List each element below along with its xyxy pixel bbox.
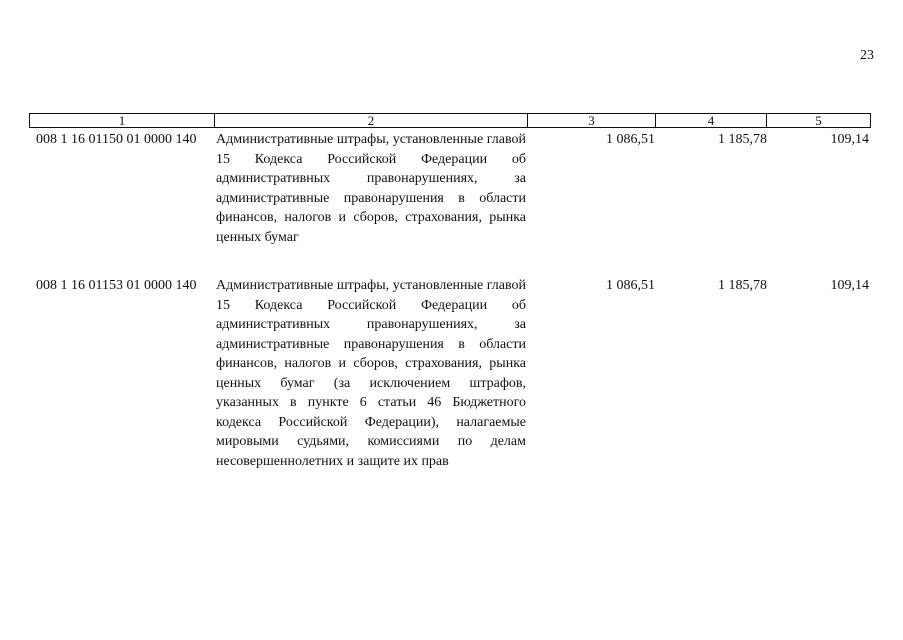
page-number: 23 <box>860 48 874 63</box>
row-value-col-5: 109,14 <box>830 278 869 293</box>
row-value-col-3: 1 086,51 <box>606 278 655 293</box>
row-code: 008 1 16 01153 01 0000 140 <box>36 278 197 293</box>
table-header-row <box>29 113 871 128</box>
row-description: Административные штрафы, установленные главой 15 Кодекса Российской Федерации об административных правонарушениях, за административные правонарушения в области финансов, налогов и сборов, страхования, рынка ценных бумаг (за исключением штрафов, указанных в пункте 6 статьи 46 Бюджетного кодекса Российской Федерации), налагаемые мировыми судьями, комиссиями по делам несовершеннолетних и защите их прав <box>216 278 526 469</box>
table-header-col-1: 1 <box>30 114 215 127</box>
table-header-col-3: 3 <box>528 114 656 127</box>
row-value-col-3: 1 086,51 <box>606 132 655 147</box>
row-value-col-5: 109,14 <box>830 132 869 147</box>
row-value-col-4: 1 185,78 <box>718 132 767 147</box>
row-code: 008 1 16 01150 01 0000 140 <box>36 132 197 147</box>
table-header-col-5: 5 <box>815 113 822 128</box>
table-header-col-2: 2 <box>215 114 528 127</box>
row-description: Административные штрафы, установленные главой 15 Кодекса Российской Федерации об административных правонарушениях, за административные правонарушения в области финансов, налогов и сборов, страхования, рынка ценных бумаг <box>216 132 526 245</box>
table-header-col-4: 4 <box>656 114 767 127</box>
row-value-col-4: 1 185,78 <box>718 278 767 293</box>
